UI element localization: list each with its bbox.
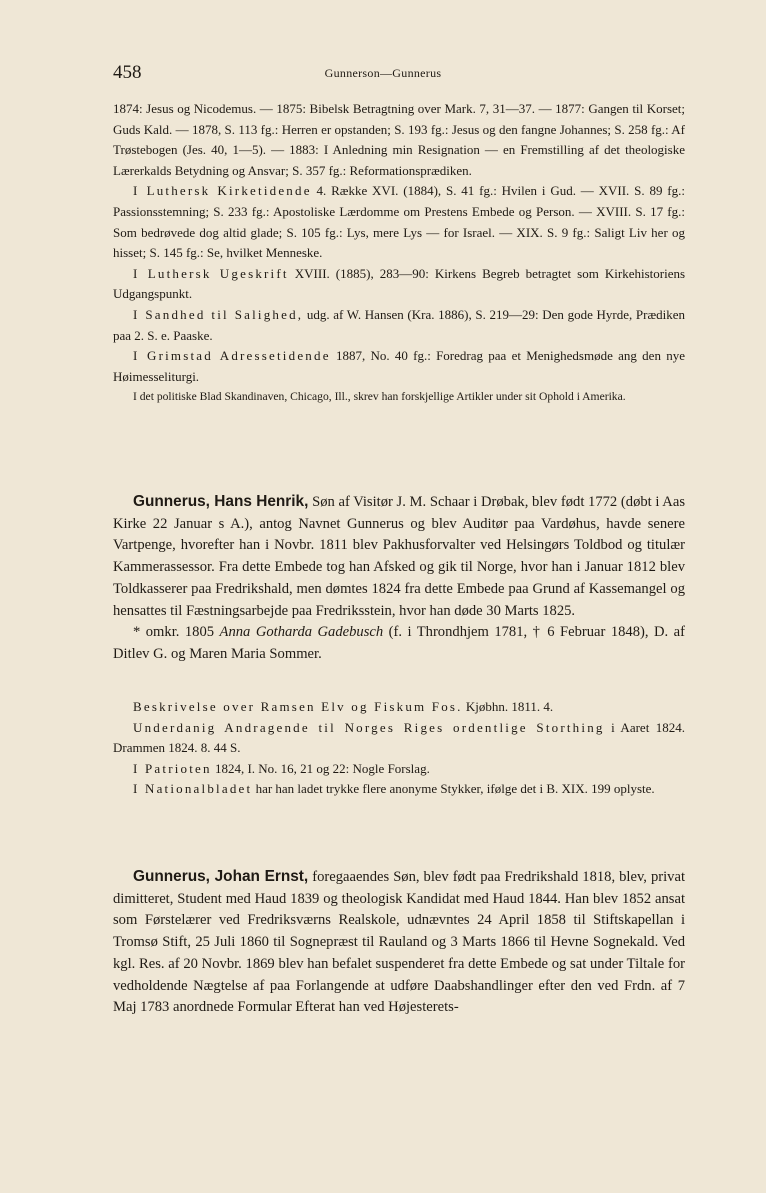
page-header bbox=[0, 62, 766, 86]
entry-body bbox=[113, 866, 685, 1019]
work-title: Underdanig Andragende til Norges Riges ordentlige Storthing bbox=[133, 719, 605, 735]
works-paragraph bbox=[113, 264, 685, 305]
work-details: 1824, I. No. 16, 21 og 22: Nogle Forslag. bbox=[214, 760, 430, 776]
hans-henrik-works bbox=[113, 697, 685, 800]
running-title: Gunnerson—Gunnerus bbox=[324, 66, 442, 80]
entry-text: foregaaendes Søn, blev født paa Fredrikshald 1818, blev, privat dimitteret, Student med Haud 1839 og theologisk Kandidat med Haud 1844. Han blev 1852 ansat som Førstelærer ved Fredriksværns Realskole, udnævntes 24 April 1858 til Stiftskapellan i Tromsø Stift, 25 Juli 1860 til Sognepræst til Rauland og 3 Marts 1866 til Hevne Sognekald. Ved kgl. Res. af 20 Novbr. 1869 blev han befalet suspenderet fra dette Embede og sat under Tiltale for vedholdende Nægtelse af paa Forlangende at udføre Daabshandlinger efter den ved Frdn. af 7 Maj 1783 anordnede Formular Efterat han ved Højesterets- bbox=[113, 869, 685, 1016]
periodical-title: I Luthersk Kirketidende bbox=[133, 183, 312, 199]
works-paragraph bbox=[113, 305, 685, 346]
works-paragraph bbox=[113, 181, 685, 263]
periodical-details: 1887, No. 40 fg.: Foredrag paa et Menighedsmøde ang den nye Høimesseliturgi. bbox=[113, 348, 685, 384]
entry-body bbox=[113, 491, 685, 622]
work-title: Beskrivelse over Ramsen Elv og Fiskum Fos. bbox=[133, 699, 463, 714]
work-details: har han ladet trykke flere anonyme Stykker, ifølge det i B. XIX. 199 oplyste. bbox=[255, 781, 655, 797]
periodical-details: udg. af W. Hansen (Kra. 1886), S. 219—29: Den gode Hyrde, Prædiken paa 2. S. e. Paaske. bbox=[113, 306, 685, 343]
periodical-title: I Grimstad Adressetidende bbox=[133, 348, 331, 364]
spouse-details: (f. i Throndhjem 1781, † 6 Februar 1848), D. af Ditlev G. og Maren Maria Sommer. bbox=[113, 624, 685, 662]
spouse-prefix: * omkr. 1805 bbox=[133, 624, 215, 641]
periodical-details: 4. Række XVI. (1884), S. 41 fg.: Hvilen i Gud. — XVII. S. 89 fg.: Passionsstemning; S. 233 fg.: Apostoliske Lærdomme om Prestens Embede og Person. — XVIII. S. 17 fg.: Som bedrøvede dog altid glade; S. 105 fg.: Lys, mere Lys — for Israel. — XIX. S. 9 fg.: Saligt Liv her og hisset; S. 145 fg.: Se, hvilket Menneske. bbox=[113, 183, 685, 261]
work-title: I Patrioten bbox=[133, 760, 212, 776]
entry-johan-ernst bbox=[113, 866, 685, 1019]
page-number: 458 bbox=[113, 62, 142, 83]
work-entry bbox=[113, 779, 685, 800]
spouse-name: Anna Gotharda Gadebusch bbox=[219, 624, 384, 641]
periodical-title: I Sandhed til Salighed, bbox=[133, 306, 304, 322]
spouse-line bbox=[113, 622, 685, 665]
work-entry bbox=[113, 697, 685, 718]
footnote-text: I det politiske Blad Skandinaven, Chicago, Ill., skrev han forskjellige Artikler under sit Ophold i Amerika. bbox=[133, 390, 626, 404]
works-paragraph bbox=[113, 346, 685, 387]
entry-headword: Gunnerus, Hans Henrik, bbox=[133, 493, 309, 510]
periodical-details: XVIII. (1885), 283—90: Kirkens Begreb betragtet som Kirkehistoriens Udgangspunkt. bbox=[113, 265, 686, 302]
gunnerson-works-continued bbox=[113, 99, 685, 407]
entry-text: Søn af Visitør J. M. Schaar i Drøbak, blev født 1772 (døbt i Aas Kirke 22 Januar s A.), antog Navnet Gunnerus og blev Auditør paa Vardøhus, havde senere Vartpenge, hvorefter han i Novbr. 1811 blev Pakhusforvalter ved Helsingørs Toldbod og titulær Kammerassessor. Fra dette Embede tog han Afsked og gik til Norge, hvor han i Januar 1812 blev Toldkasserer paa Fredrikshald, men dømtes 1824 fra dette Embede paa Grund af Kassemangel og hensattes til Fæstningsarbejde paa Fredriksstein, hvor han døde 30 Marts 1825. bbox=[113, 494, 686, 619]
work-details: i Aaret 1824. Drammen 1824. 8. 44 S. bbox=[113, 719, 686, 756]
work-entry bbox=[113, 759, 685, 780]
work-entry bbox=[113, 718, 685, 759]
periodical-title: I Luthersk Ugeskrift bbox=[133, 265, 289, 281]
work-title: I Nationalbladet bbox=[133, 781, 253, 797]
work-details: Kjøbhn. 1811. 4. bbox=[465, 699, 554, 714]
entry-headword: Gunnerus, Johan Ernst, bbox=[133, 868, 309, 885]
entry-hans-henrik bbox=[113, 491, 685, 666]
works-paragraph: 1874: Jesus og Nicodemus. — 1875: Bibelsk Betragtning over Mark. 7, 31—37. — 1877: Gangen til Korset; Guds Kald. — 1878, S. 113 fg.: Herren er opstanden; S. 193 fg.: Jesus og den fangne Johannes; S. 258 fg.: Af Trøstebogen (Jes. 40, 1—5). — 1883: I Anledning min Resignation — en Fremstilling af det theologiske Lærerkalds Betydning og Ansvar; S. 357 fg.: Reformationsprædiken. bbox=[113, 101, 685, 178]
